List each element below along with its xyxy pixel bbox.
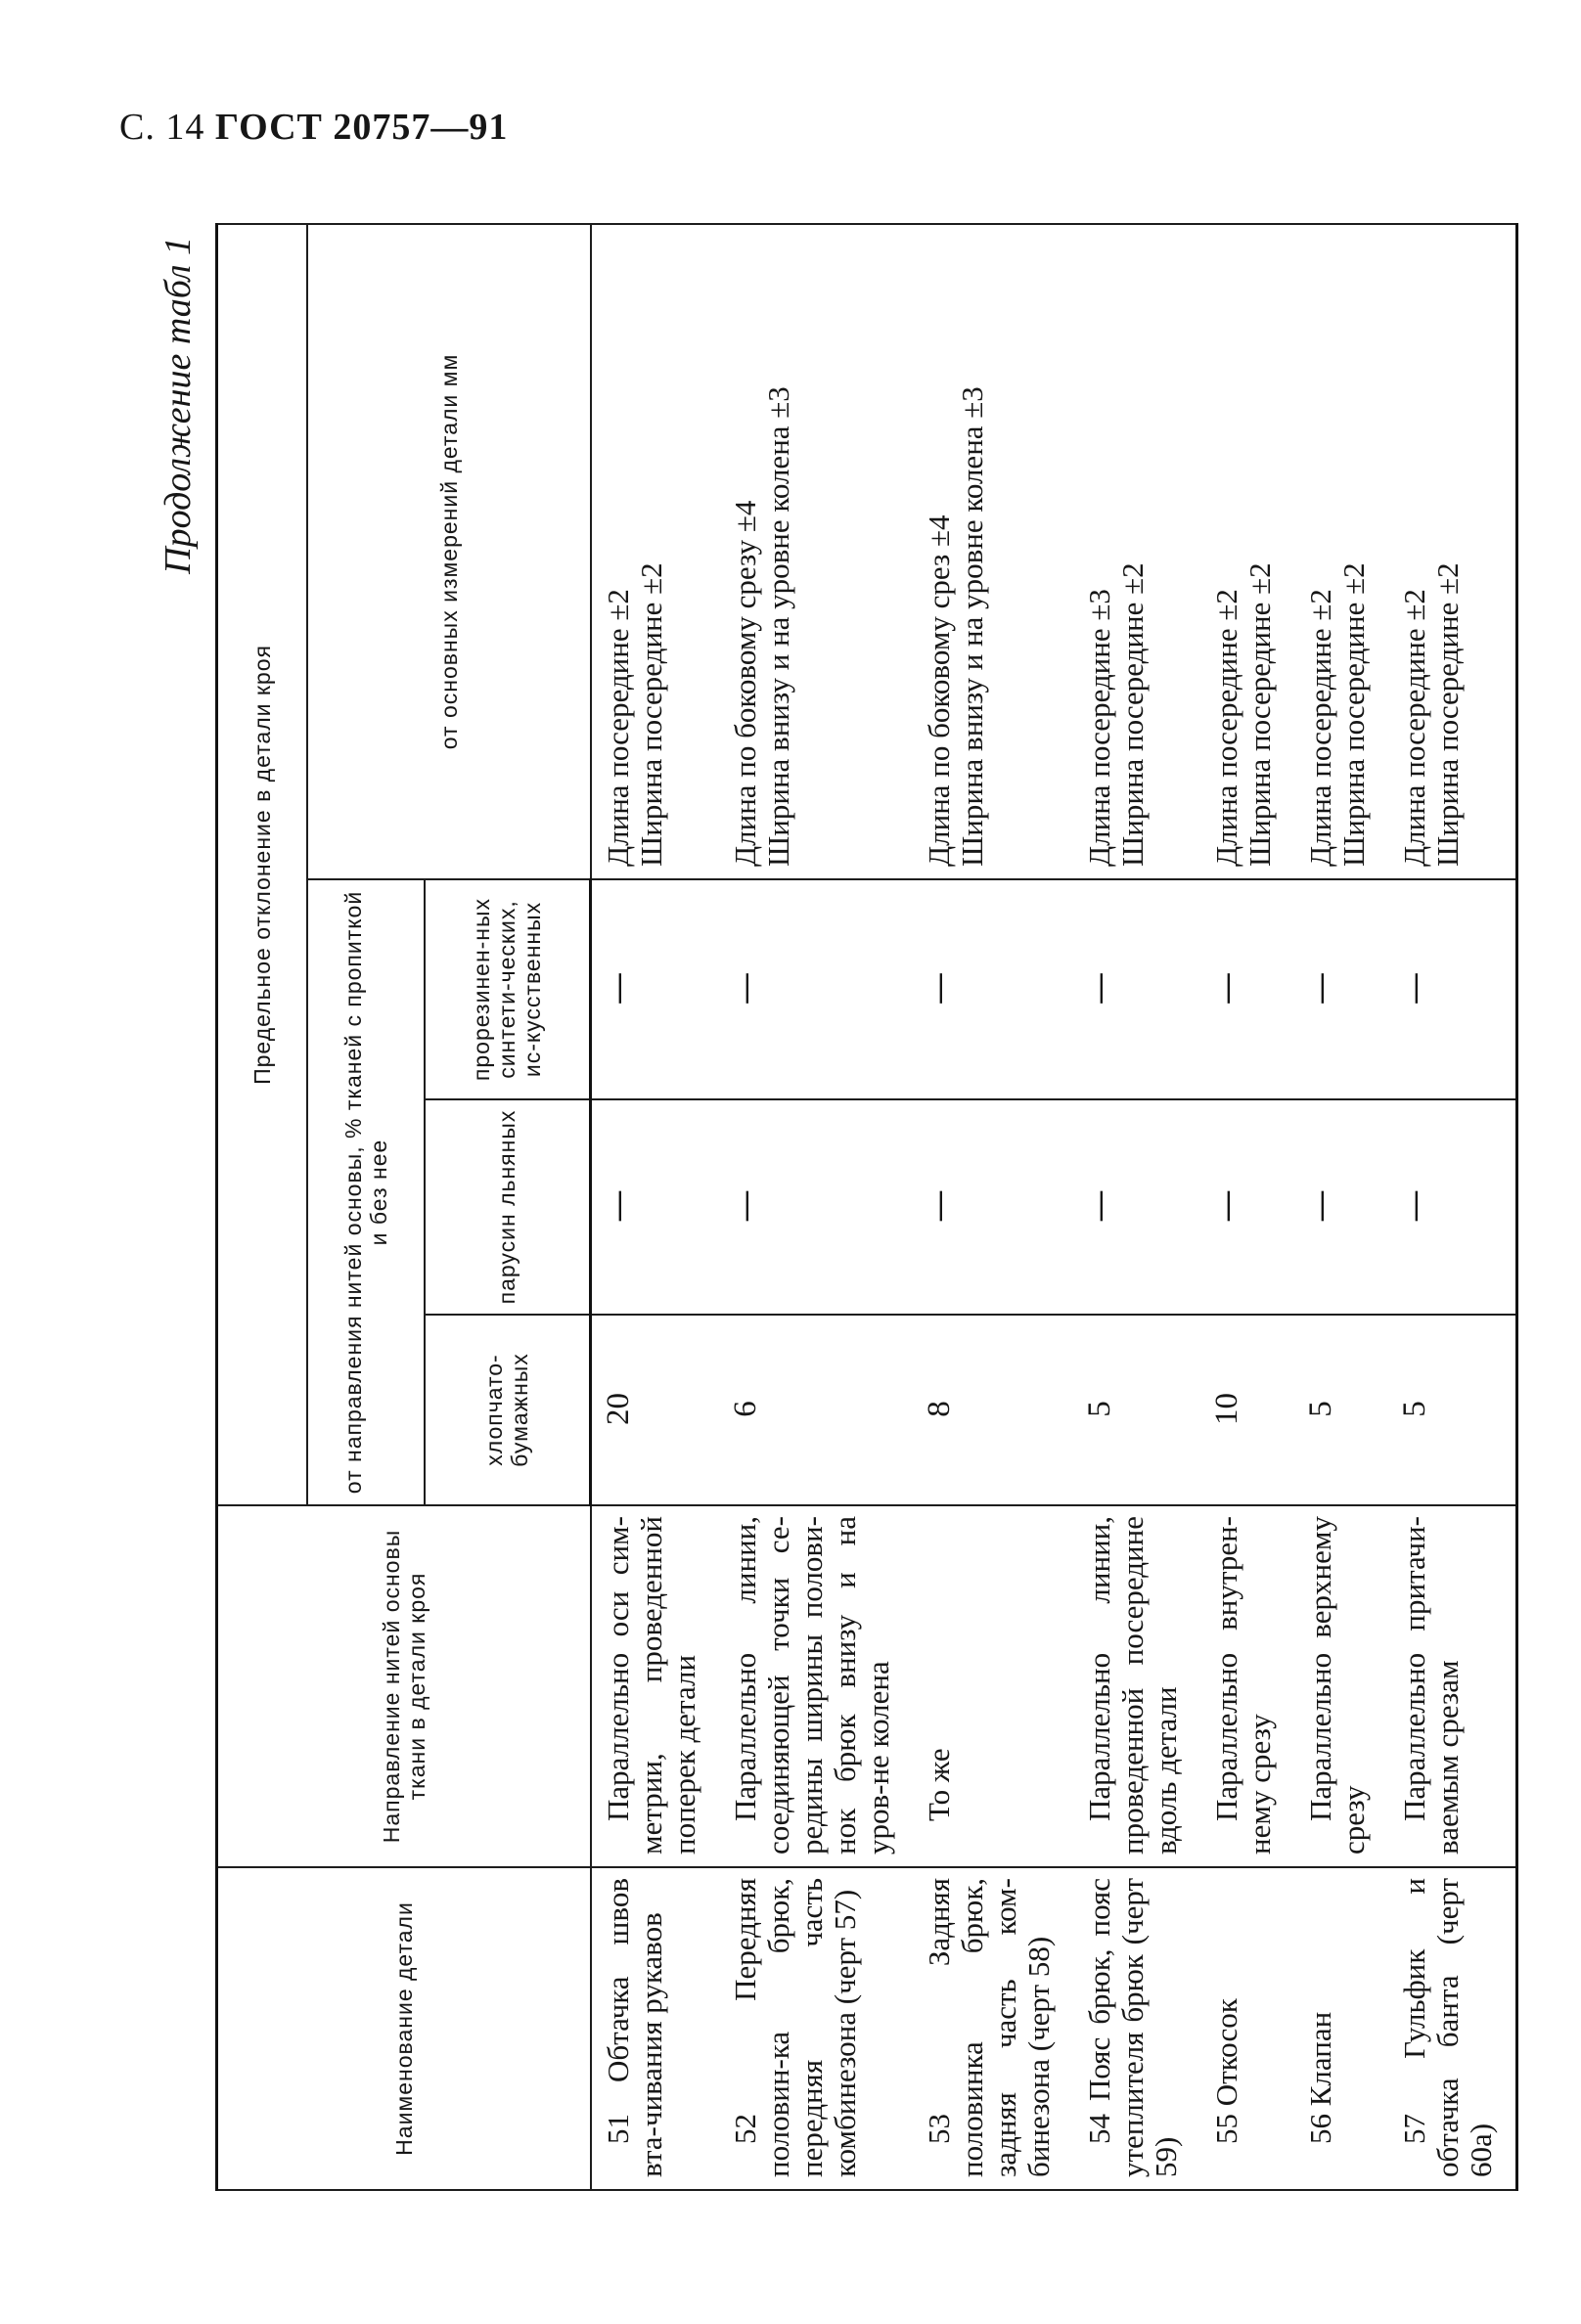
dimension-line: Длина посередине ±3 xyxy=(1081,589,1116,867)
cotton-deviation: 5 xyxy=(1294,1315,1388,1505)
dimension-deviation xyxy=(591,224,719,879)
linen-deviation: — xyxy=(1200,1099,1294,1315)
dimension-deviation xyxy=(913,224,1073,879)
page-header xyxy=(119,106,508,149)
table-row xyxy=(1294,224,1388,2190)
thread-direction: То же xyxy=(913,1505,1073,1867)
dimension-deviation xyxy=(719,224,913,879)
detail-name: 56 Клапан xyxy=(1294,1867,1388,2190)
cotton-deviation: 5 xyxy=(1388,1315,1517,1505)
dimension-deviation xyxy=(1200,224,1294,879)
linen-deviation: — xyxy=(1388,1099,1517,1315)
detail-name: 52 Передняя половин-ка брюк, передняя часть комбинезона (черт 57) xyxy=(719,1867,913,2190)
header-linen: парусин льняных xyxy=(425,1099,591,1315)
thread-direction: Параллельно линии, проведенной посередине вдоль детали xyxy=(1073,1505,1200,1867)
header-deviation: Предельное отклонение в детали кроя xyxy=(217,224,307,1505)
header-synthetic: прорезинен-ных синтети-ческих, ис-кусственных xyxy=(425,879,591,1099)
dimension-line: Ширина посередине ±2 xyxy=(1242,562,1277,867)
linen-deviation: — xyxy=(719,1099,913,1315)
dimension-deviation xyxy=(1388,224,1517,879)
thread-direction: Параллельно верхнему срезу xyxy=(1294,1505,1388,1867)
dimension-line: Ширина посередине ±2 xyxy=(633,562,668,867)
dimension-line: Длина посередине ±2 xyxy=(1396,589,1431,867)
table-row xyxy=(1388,224,1517,2190)
synthetic-deviation: — xyxy=(1388,879,1517,1099)
detail-name: 57 Гульфик и обтачка банта (черт 60а) xyxy=(1388,1867,1517,2190)
header-direction: Направление нитей основы ткани в детали кроя xyxy=(217,1505,591,1867)
table-row xyxy=(1073,224,1200,2190)
dimension-deviation xyxy=(1294,224,1388,879)
header-cotton: хлопчато-бумажных xyxy=(425,1315,591,1505)
dimension-line: Ширина посередине ±2 xyxy=(1429,562,1465,867)
thread-direction: Параллельно линии, соединяющей точки се-редины ширины полови-нок брюк внизу и на уров-не колена xyxy=(719,1505,913,1867)
detail-name: 51 Обтачка швов вта-чивания рукавов xyxy=(591,1867,719,2190)
table-row xyxy=(1200,224,1294,2190)
cotton-deviation: 20 xyxy=(591,1315,719,1505)
dimension-deviation xyxy=(1073,224,1200,879)
dimension-line: Длина посередине ±2 xyxy=(1302,589,1337,867)
thread-direction: Параллельно внутрен-нему срезу xyxy=(1200,1505,1294,1867)
table-row xyxy=(913,224,1073,2190)
synthetic-deviation: — xyxy=(913,879,1073,1099)
page-number: С. 14 xyxy=(119,107,205,148)
dimension-line: Длина по боковому срез ±4 xyxy=(921,514,956,867)
document-title: ГОСТ 20757—91 xyxy=(214,107,509,148)
synthetic-deviation: — xyxy=(1294,879,1388,1099)
cotton-deviation: 10 xyxy=(1200,1315,1294,1505)
table-row xyxy=(719,224,913,2190)
linen-deviation: — xyxy=(913,1099,1073,1315)
dimension-line: Ширина посередине ±2 xyxy=(1114,562,1150,867)
thread-direction: Параллельно притачи-ваемым срезам xyxy=(1388,1505,1517,1867)
detail-name: 54 Пояс брюк, пояс утеплителя брюк (черт 59) xyxy=(1073,1867,1200,2190)
cotton-deviation: 6 xyxy=(719,1315,913,1505)
detail-name: 55 Откосок xyxy=(1200,1867,1294,2190)
tolerance-table xyxy=(215,223,1518,2191)
dimension-line: Ширина посередине ±2 xyxy=(1335,562,1371,867)
dimension-line: Ширина внизу и на уровне колена ±3 xyxy=(954,386,989,867)
linen-deviation: — xyxy=(1073,1099,1200,1315)
synthetic-deviation: — xyxy=(719,879,913,1099)
header-from-direction: от направления нитей основы, % тканей с пропиткой и без нее xyxy=(307,879,425,1505)
table-row xyxy=(591,224,719,2190)
synthetic-deviation: — xyxy=(591,879,719,1099)
cotton-deviation: 5 xyxy=(1073,1315,1200,1505)
thread-direction: Параллельно оси сим-метрии, проведенной поперек детали xyxy=(591,1505,719,1867)
dimension-line: Длина по боковому срезу ±4 xyxy=(727,500,762,867)
dimension-line: Длина посередине ±2 xyxy=(1208,589,1243,867)
synthetic-deviation: — xyxy=(1200,879,1294,1099)
rotated-table-block xyxy=(157,225,1498,2191)
cotton-deviation: 8 xyxy=(913,1315,1073,1505)
header-dimensions: от основных измерений детали мм xyxy=(307,224,591,879)
detail-name: 53 Задняя половинка брюк, задняя часть ком-бинезона (черт 58) xyxy=(913,1867,1073,2190)
dimension-line: Ширина внизу и на уровне колена ±3 xyxy=(760,386,795,867)
dimension-line: Длина посередине ±2 xyxy=(600,589,635,867)
table-caption: Продолжение табл 1 xyxy=(158,237,199,574)
linen-deviation: — xyxy=(1294,1099,1388,1315)
synthetic-deviation: — xyxy=(1073,879,1200,1099)
linen-deviation: — xyxy=(591,1099,719,1315)
header-name: Наименование детали xyxy=(217,1867,591,2190)
